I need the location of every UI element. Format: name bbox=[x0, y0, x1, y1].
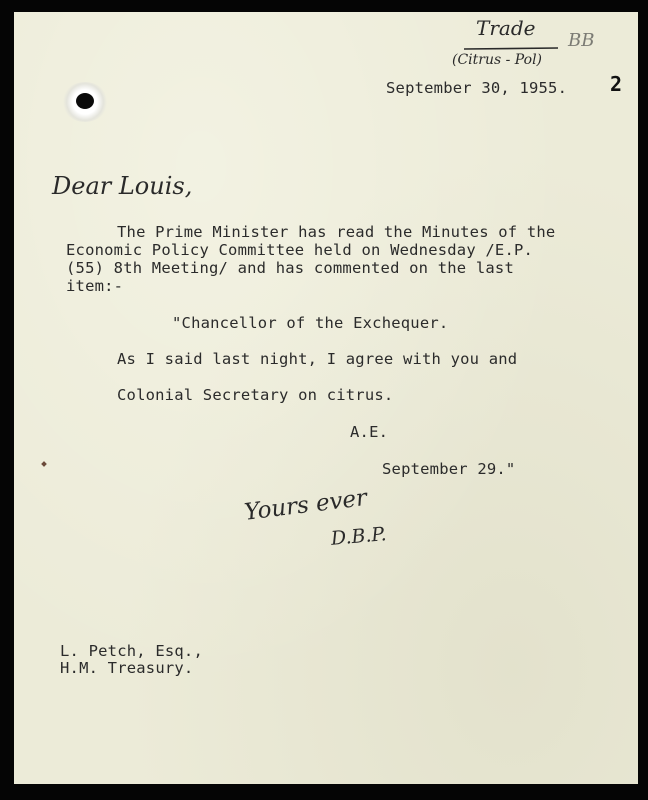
quote-date: September 29." bbox=[382, 460, 516, 478]
punch-hole-center bbox=[76, 93, 94, 109]
quote-line-2: As I said last night, I agree with you and bbox=[117, 350, 518, 368]
page-number: 2 bbox=[610, 72, 623, 96]
signature: D.B.P. bbox=[330, 523, 388, 550]
annotation-citrus: (Citrus - Pol) bbox=[452, 52, 543, 68]
quote-line-3: Colonial Secretary on citrus. bbox=[117, 386, 394, 404]
annotation-trade: Trade bbox=[476, 16, 536, 40]
salutation: Dear Louis, bbox=[52, 172, 193, 200]
body-line-4: item:- bbox=[66, 277, 124, 295]
letter-date: September 30, 1955. bbox=[386, 79, 568, 97]
quote-line-1: "Chancellor of the Exchequer. bbox=[172, 314, 449, 332]
annotation-initials: BB bbox=[568, 30, 595, 51]
addressee-line-2: H.M. Treasury. bbox=[60, 659, 194, 677]
quote-initials: A.E. bbox=[350, 423, 389, 441]
body-line-1: The Prime Minister has read the Minutes of the bbox=[117, 223, 556, 241]
body-line-3: (55) 8th Meeting/ and has commented on the last bbox=[66, 259, 514, 277]
body-line-2: Economic Policy Committee held on Wednesday /E.P. bbox=[66, 241, 534, 259]
closing-handwritten: Yours ever bbox=[243, 484, 369, 526]
addressee-line-1: L. Petch, Esq., bbox=[60, 642, 203, 660]
